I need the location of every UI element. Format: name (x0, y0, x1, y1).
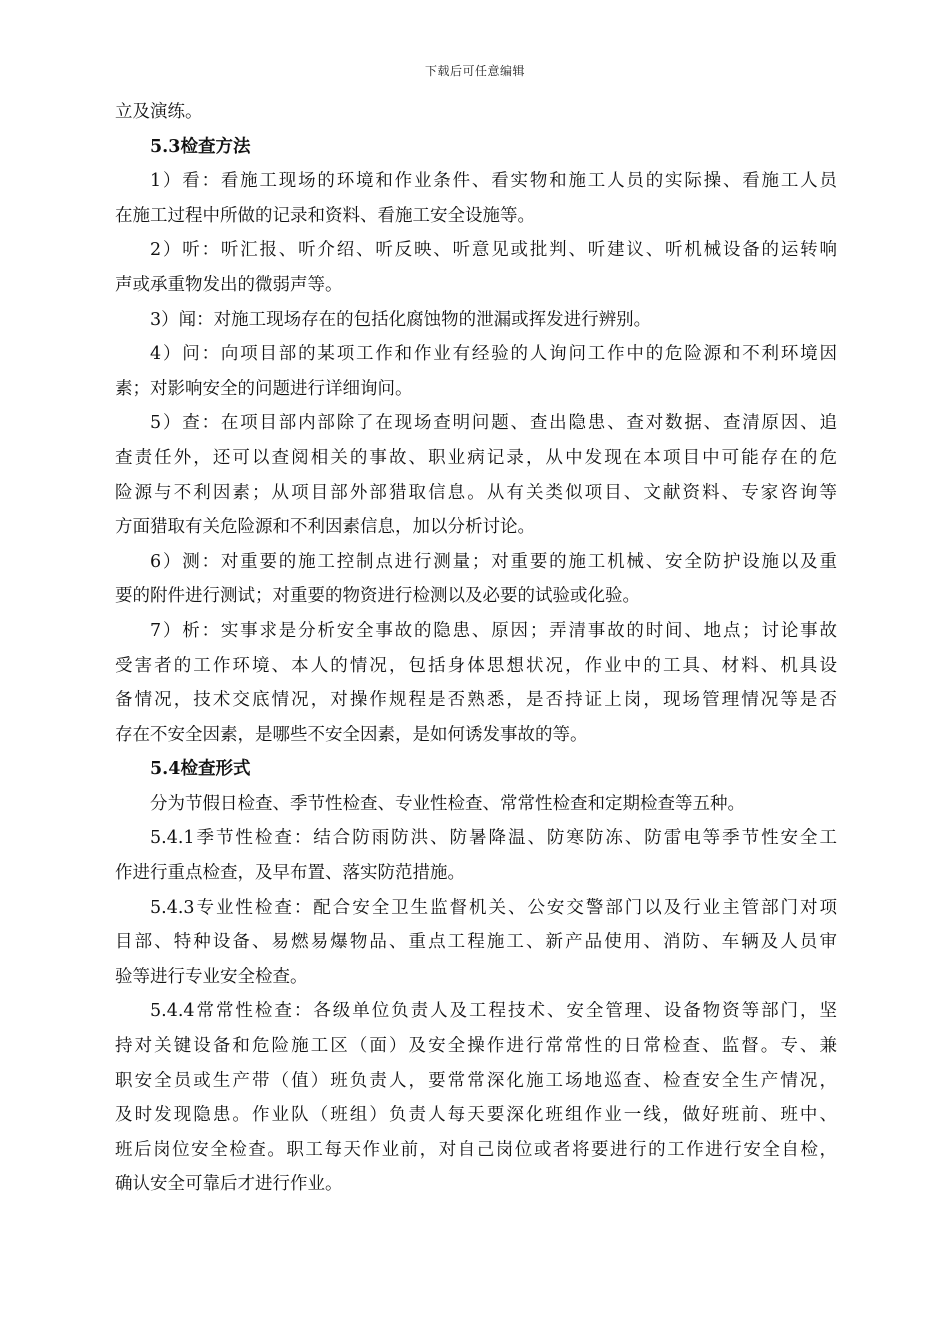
document-body (115, 95, 837, 1202)
text-line: 验等进行专业安全检查。 (115, 966, 308, 987)
text-line: 目部、特种设备、易燃易爆物品、重点工程施工、新产品使用、消防、车辆及人员审 (115, 932, 837, 953)
text-line: 7）析：实事求是分析安全事故的隐患、原因；弄清事故的时间、地点；讨论事故 (150, 620, 837, 641)
text-line: 持对关键设备和危险施工区（面）及安全操作进行常常性的日常检查、监督。专、兼 (115, 1036, 837, 1057)
text-line: 在施工过程中所做的记录和资料、看施工安全设施等。 (115, 205, 535, 226)
text-line: 险源与不利因素；从项目部外部猎取信息。从有关类似项目、文献资料、专家咨询等 (115, 482, 837, 503)
text-line: 作进行重点检查，及早布置、落实防范措施。 (115, 863, 465, 884)
text-line: 及时发现隐患。作业队（班组）负责人每天要深化班组作业一线，做好班前、班中、 (115, 1105, 837, 1126)
page-header: 下载后可任意编辑 (424, 64, 525, 78)
text-line: 分为节假日检查、季节性检查、专业性检查、常常性检查和定期检查等五种。 (150, 793, 745, 814)
text-line: 查责任外，还可以查阅相关的事故、职业病记录，从中发现在本项目中可能存在的危 (115, 447, 837, 468)
text-line: 备情况，技术交底情况，对操作规程是否熟悉，是否持证上岗，现场管理情况等是否 (115, 690, 837, 711)
text-line: 5.4.1季节性检查：结合防雨防洪、防暑降温、防寒防冻、防雷电等季节性安全工 (150, 828, 837, 849)
text-line: 2）听：听汇报、听介绍、听反映、听意见或批判、听建议、听机械设备的运转响 (150, 240, 837, 261)
text-line: 受害者的工作环境、本人的情况，包括身体思想状况，作业中的工具、材料、机具设 (115, 655, 837, 676)
text-line: 素；对影响安全的问题进行详细询问。 (115, 378, 413, 399)
text-line: 5.4.3专业性检查：配合安全卫生监督机关、公安交警部门以及行业主管部门对项 (150, 897, 837, 918)
text-line: 方面猎取有关危险源和不利因素信息，加以分析讨论。 (115, 517, 535, 538)
text-line: 5）查：在项目部内部除了在现场查明问题、查出隐患、查对数据、查清原因、追 (150, 413, 837, 434)
text-line: 5.4.4常常性检查：各级单位负责人及工程技术、安全管理、设备物资等部门，坚 (150, 1001, 837, 1022)
text-line: 班后岗位安全检查。职工每天作业前，对自己岗位或者将要进行的工作进行安全自检， (115, 1139, 837, 1160)
text-line: 1）看：看施工现场的环境和作业条件、看实物和施工人员的实际操、看施工人员 (150, 171, 837, 192)
text-line: 3）闻：对施工现场存在的包括化腐蚀物的泄漏或挥发进行辨别。 (150, 309, 652, 330)
text-line: 存在不安全因素，是哪些不安全因素，是如何诱发事故的等。 (115, 724, 588, 745)
text-line: 职安全员或生产带（值）班负责人，要常常深化施工场地巡查、检查安全生产情况， (115, 1070, 837, 1091)
text-line: 4）问：向项目部的某项工作和作业有经验的人询问工作中的危险源和不利环境因 (150, 344, 837, 365)
text-line: 立及演练。 (115, 102, 203, 122)
text-line: 确认安全可靠后才进行作业。 (115, 1174, 343, 1195)
text-line: 要的附件进行测试；对重要的物资进行检测以及必要的试验或化验。 (115, 586, 640, 607)
section-heading: 5.4检查形式 (150, 759, 251, 780)
text-line: 6）测：对重要的施工控制点进行测量；对重要的施工机械、安全防护设施以及重 (150, 551, 837, 572)
section-heading: 5.3检查方法 (150, 136, 251, 157)
text-line: 声或承重物发出的微弱声等。 (115, 274, 343, 295)
